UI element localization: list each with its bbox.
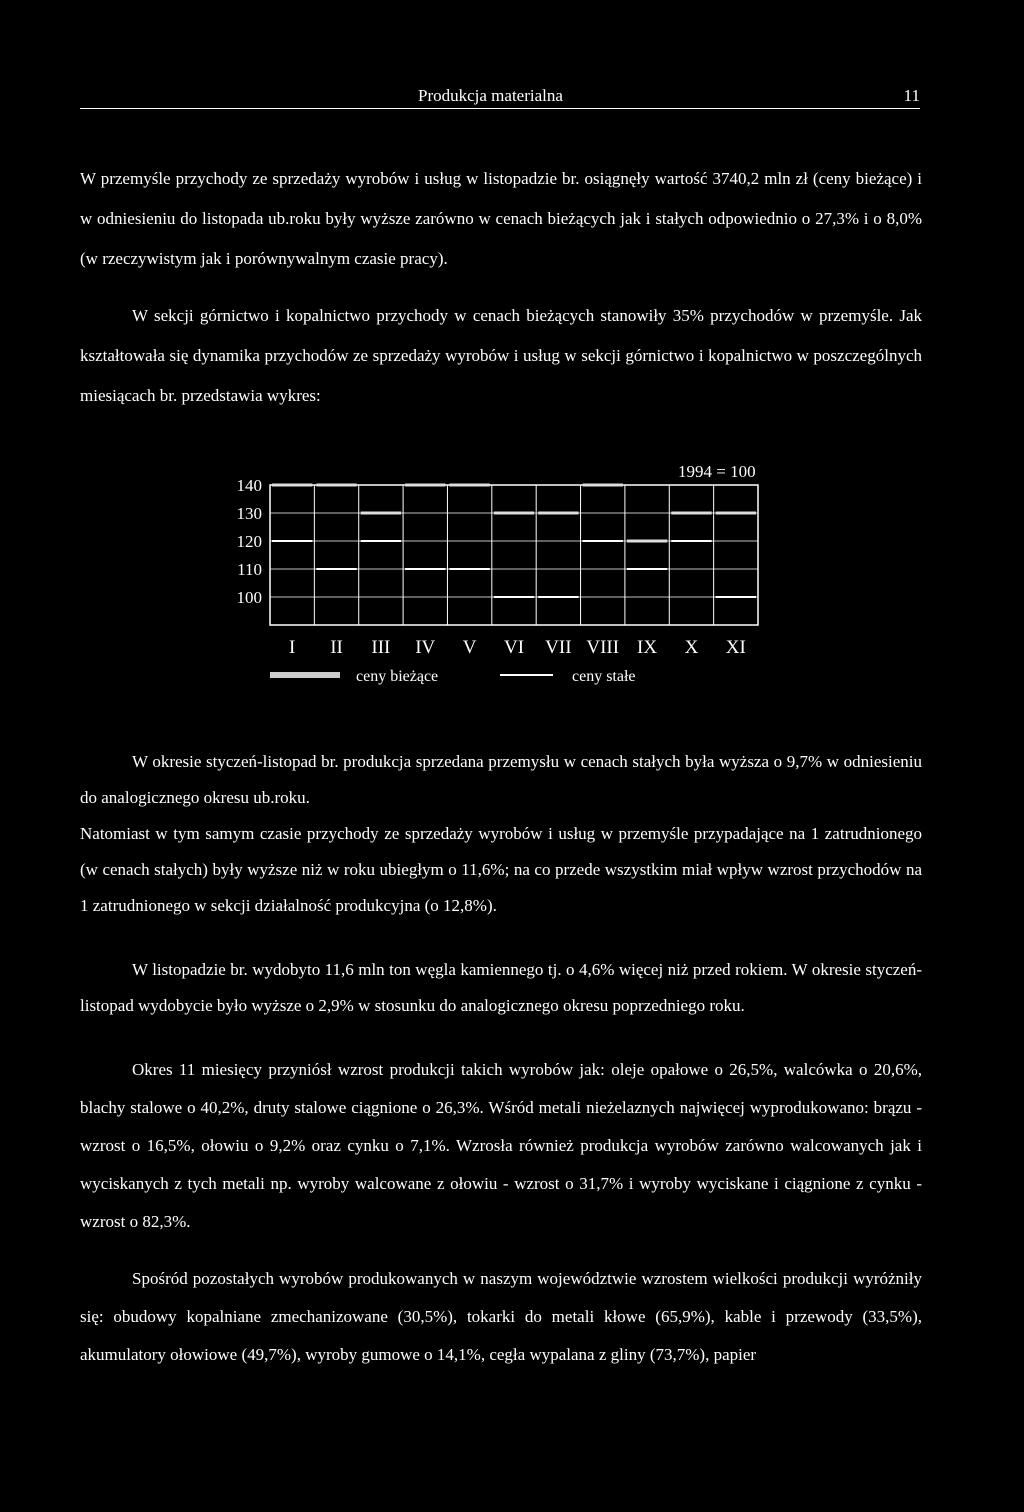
header-title: Produkcja materialna bbox=[418, 86, 563, 105]
chart-legend bbox=[270, 668, 636, 685]
x-tick-label: I bbox=[289, 637, 296, 658]
chart-grid bbox=[270, 485, 758, 625]
dynamics-chart bbox=[220, 455, 780, 700]
page-header bbox=[80, 86, 920, 109]
y-tick-label: 100 bbox=[236, 588, 262, 607]
y-tick-label: 140 bbox=[236, 476, 262, 495]
y-tick-label: 120 bbox=[236, 532, 262, 551]
legend-label-current: ceny bieżące bbox=[356, 668, 439, 685]
x-tick-label: VIII bbox=[586, 637, 620, 658]
x-tick-label: V bbox=[462, 637, 477, 658]
paragraph-other-products: Spośród pozostałych wyrobów produkowanych w naszym województwie wzrostem wielkości produkcji wyróżniły się: obudowy kopalniane zmechanizowane (30,5%), tokarki do metali kłowe (65,9%), kable i przewody (33,5%), akumulatory ołowiowe (49,7%), wyroby gumowe o 14,1%, cegła wypalana z gliny (73,7%), papier bbox=[80, 1269, 922, 1364]
legend-swatch-current bbox=[270, 672, 340, 678]
x-tick-label: III bbox=[371, 637, 391, 658]
legend-label-constant: ceny stałe bbox=[572, 668, 636, 685]
x-tick-label: IX bbox=[637, 637, 658, 658]
paragraph-mining-share: W sekcji górnictwo i kopalnictwo przychody w cenach bieżących stanowiły 35% przychodów w przemyśle. Jak kształtowała się dynamika przychodów ze sprzedaży wyrobów i usług w sekcji górnictwo i kopalnictwo w poszczególnych miesiącach br. przedstawia wykres: bbox=[80, 306, 922, 405]
paragraph-sold-production: W okresie styczeń-listopad br. produkcja sprzedana przemysłu w cenach stałych była wyższa o 9,7% w odniesieniu do analogicznego okresu ub.roku. bbox=[80, 752, 922, 807]
chart-frame bbox=[270, 485, 758, 625]
x-tick-label: X bbox=[684, 637, 699, 658]
x-tick-label: XI bbox=[725, 637, 746, 658]
paragraph-per-employee: Natomiast w tym samym czasie przychody ze sprzedaży wyrobów i usług w przemyśle przypadające na 1 zatrudnionego (w cenach stałych) były wyższe niż w roku ubiegłym o 11,6%; na co przede wszystkim miał wpływ wzrost przychodów na 1 zatrudnionego w sekcji działalność produkcyjna (o 12,8%). bbox=[80, 824, 922, 915]
chart-note: 1994 = 100 bbox=[678, 462, 756, 481]
x-axis-ticks bbox=[289, 637, 746, 658]
paragraph-coal: W listopadzie br. wydobyto 11,6 mln ton węgla kamiennego tj. o 4,6% więcej niż przed rokiem. W okresie styczeń-listopad wydobycie było wyższe o 2,9% w stosunku do analogicznego okresu poprzedniego roku. bbox=[80, 960, 922, 1015]
y-axis-ticks bbox=[237, 476, 263, 607]
page-number: 11 bbox=[903, 86, 920, 105]
y-tick-label: 110 bbox=[237, 560, 262, 579]
paragraph-revenue: W przemyśle przychody ze sprzedaży wyrobów i usług w listopadzie br. osiągnęły wartość 3740,2 mln zł (ceny bieżące) i w odniesieniu do listopada ub.roku były wyższe zarówno w cenach bieżących jak i stałych odpowiednio o 27,3% i o 8,0% (w rzeczywistym jak i porównywalnym czasie pracy). bbox=[80, 169, 922, 268]
x-tick-label: VII bbox=[545, 637, 572, 658]
x-tick-label: VI bbox=[503, 637, 525, 658]
y-tick-label: 130 bbox=[236, 504, 262, 523]
x-tick-label: II bbox=[330, 637, 343, 658]
x-tick-label: IV bbox=[415, 637, 436, 658]
paragraph-products: Okres 11 miesięcy przyniósł wzrost produkcji takich wyrobów jak: oleje opałowe o 26,5%, walcówka o 20,6%, blachy stalowe o 40,2%, druty stalowe ciągnione o 26,3%. Wśród metali nieżelaznych najwięcej wyprodukowano: brązu - wzrost o 16,5%, ołowiu o 9,2% oraz cynku o 7,1%. Wzrosła również produkcja wyrobów zarówno walcowanych jak i wyciskanych z tych metali np. wyroby walcowane z ołowiu - wzrost o 31,7% i wyroby wyciskane i ciągnione z cynku - wzrost o 82,3%. bbox=[80, 1060, 922, 1231]
